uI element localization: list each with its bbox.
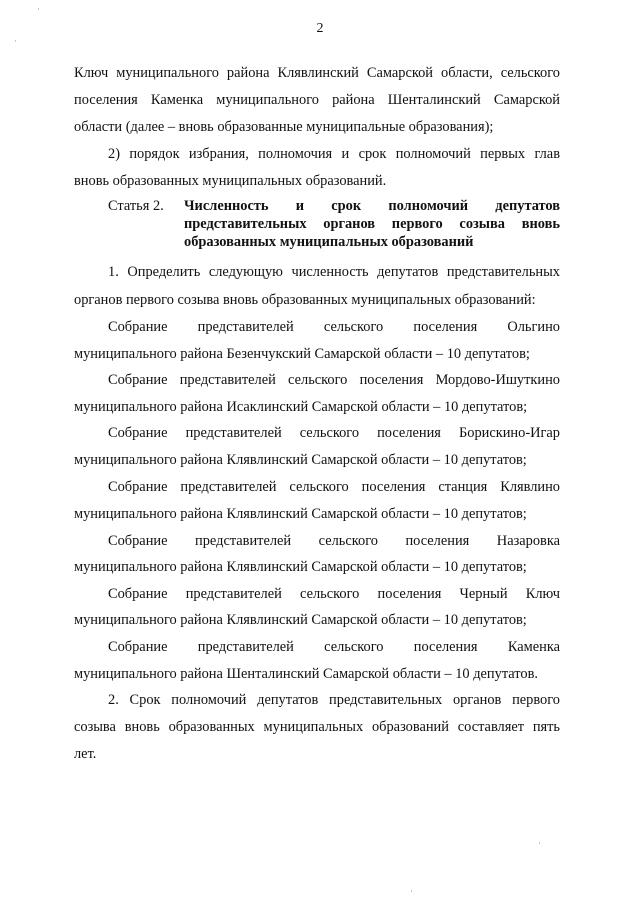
scan-speck: · (410, 886, 413, 896)
body-line: лет. (74, 746, 97, 762)
body-line: 2. Срок полномочий депутатов представительных органов первого (108, 692, 560, 708)
article-title-line: Численность и срок полномочий депутатов (184, 198, 560, 214)
body-line: Собрание представителей сельского поселения Назаровка (108, 533, 560, 549)
body-line: муниципального района Клявлинский Самарской области – 10 депутатов; (74, 452, 527, 468)
body-line: муниципального района Исаклинский Самарской области – 10 депутатов; (74, 399, 528, 415)
body-line: муниципального района Клявлинский Самарской области – 10 депутатов; (74, 559, 527, 575)
paragraph-line: области (далее – вновь образованные муниципальные образования); (74, 119, 494, 135)
body-line: Собрание представителей сельского поселения Каменка (108, 639, 560, 655)
body-line: муниципального района Клявлинский Самарской области – 10 депутатов; (74, 612, 527, 628)
page-number: 2 (316, 21, 324, 36)
article-title (184, 197, 560, 251)
body-line: муниципального района Клявлинский Самарской области – 10 депутатов; (74, 506, 527, 522)
body-line: Собрание представителей сельского поселения Борискино-Игар (108, 425, 560, 441)
body-line: созыва вновь образованных муниципальных образований составляет пять (74, 719, 560, 735)
body-line: муниципального района Безенчукский Самарской области – 10 депутатов; (74, 346, 530, 362)
body-line: Собрание представителей сельского поселения Мордово-Ишуткино (108, 372, 560, 388)
article-label: Статья 2. (108, 198, 164, 214)
paragraph-line: поселения Каменка муниципального района Шенталинский Самарской (74, 92, 560, 108)
body-line: органов первого созыва вновь образованных муниципальных образований: (74, 292, 536, 308)
scan-speck: · (37, 4, 40, 14)
body-line: Собрание представителей сельского поселения Ольгино (108, 319, 560, 335)
body-line: муниципального района Шенталинский Самарской области – 10 депутатов. (74, 666, 538, 682)
body-line: 1. Определить следующую численность депутатов представительных (108, 264, 560, 280)
paragraph-line: Ключ муниципального района Клявлинский Самарской области, сельского (74, 65, 560, 81)
body-line: Собрание представителей сельского поселения Черный Ключ (108, 586, 560, 602)
article-title-line: представительных органов первого созыва вновь (184, 216, 560, 232)
article-title-line: образованных муниципальных образований (184, 234, 474, 250)
scan-speck: · (14, 36, 17, 46)
paragraph-line: 2) порядок избрания, полномочия и срок полномочий первых глав (108, 146, 560, 162)
body-line: Собрание представителей сельского поселения станция Клявлино (108, 479, 560, 495)
scan-speck: · (538, 838, 541, 848)
paragraph-line: вновь образованных муниципальных образований. (74, 173, 387, 189)
